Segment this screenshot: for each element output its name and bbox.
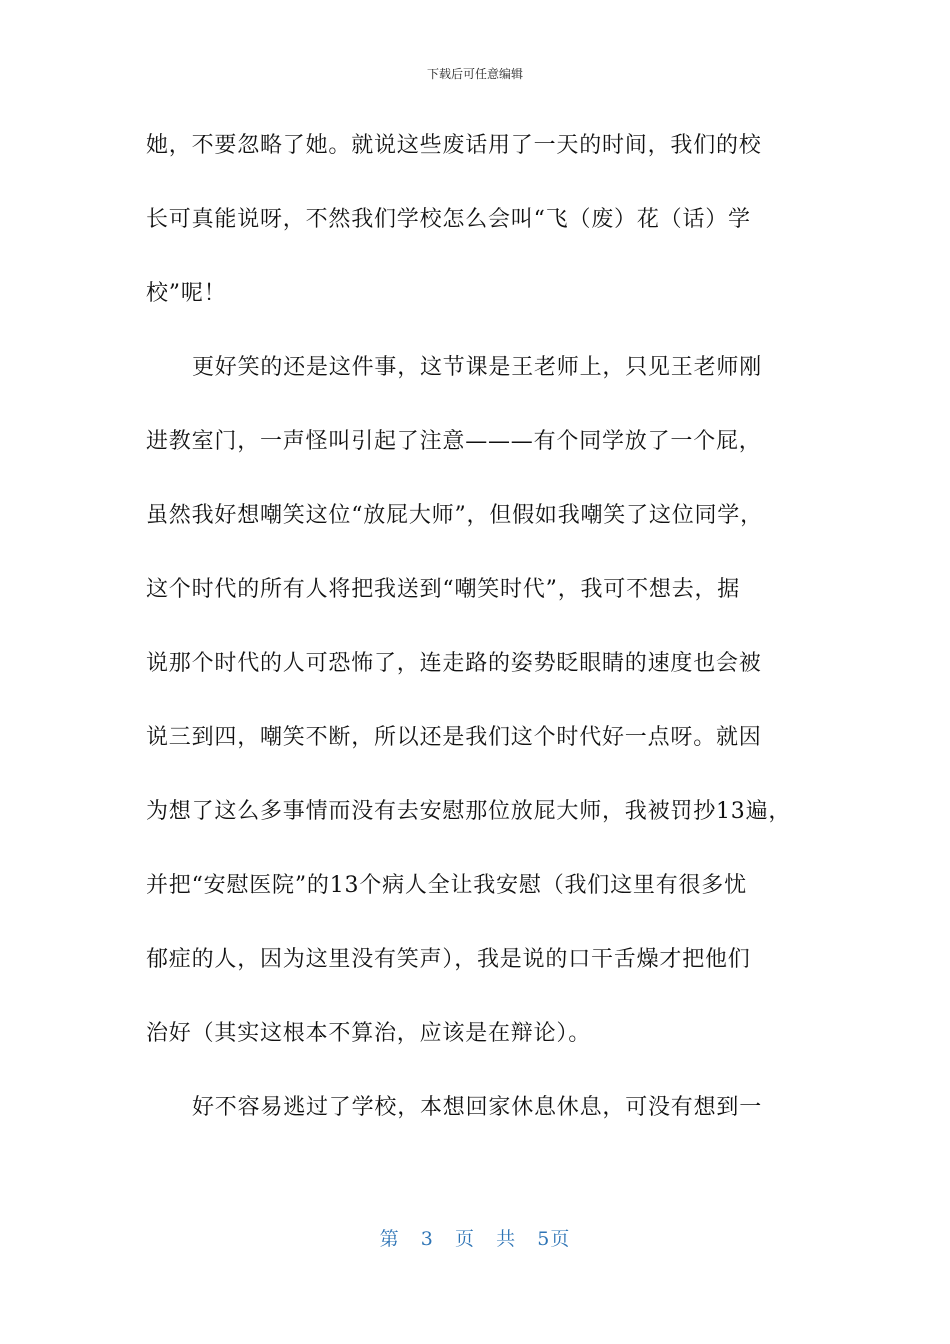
text-line: 校”呢！ — [146, 281, 227, 306]
text-line: 说三到四，嘲笑不断，所以还是我们这个时代好一点呀。就因 — [146, 725, 762, 750]
text-line: 这个时代的所有人将把我送到“嘲笑时代”，我可不想去，据 — [146, 577, 741, 602]
header-text: 下载后可任意编辑 — [426, 67, 523, 81]
text-line: 为想了这么多事情而没有去安慰那位放屁大师，我被罚抄13遍， — [146, 799, 792, 824]
text-line: 治好（其实这根本不算治，应该是在辩论）。 — [146, 1021, 592, 1046]
text-line: 并把“安慰医院”的13个病人全让我安慰（我们这里有很多忧 — [146, 873, 747, 898]
text-line-paragraph-start: 更好笑的还是这件事，这节课是王老师上，只见王老师刚 — [192, 355, 763, 380]
footer-label-total: 共 — [496, 1228, 517, 1250]
text-line: 郁症的人，因为这里没有笑声），我是说的口干舌燥才把他们 — [146, 947, 751, 972]
document-body — [146, 126, 806, 1162]
text-line: 她，不要忽略了她。就说这些废话用了一天的时间，我们的校 — [146, 133, 762, 158]
footer-label-unit: 页 — [454, 1228, 475, 1250]
text-line: 长可真能说呀，不然我们学校怎么会叫“飞（废）花（话）学 — [146, 207, 751, 232]
text-line: 进教室门，一声怪叫引起了注意———有个同学放了一个屁， — [146, 429, 762, 454]
footer-label-page: 第 — [379, 1228, 400, 1250]
text-line: 说那个时代的人可恐怖了，连走路的姿势眨眼睛的速度也会被 — [146, 651, 762, 676]
footer-current-page: 3 — [420, 1228, 434, 1250]
footer-total-pages: 5页 — [537, 1228, 571, 1250]
text-line: 虽然我好想嘲笑这位“放屁大师”，但假如我嘲笑了这位同学， — [146, 503, 763, 528]
page-footer — [0, 1226, 950, 1252]
page-header — [0, 66, 950, 82]
text-line-paragraph-start: 好不容易逃过了学校，本想回家休息休息，可没有想到一 — [192, 1095, 763, 1120]
